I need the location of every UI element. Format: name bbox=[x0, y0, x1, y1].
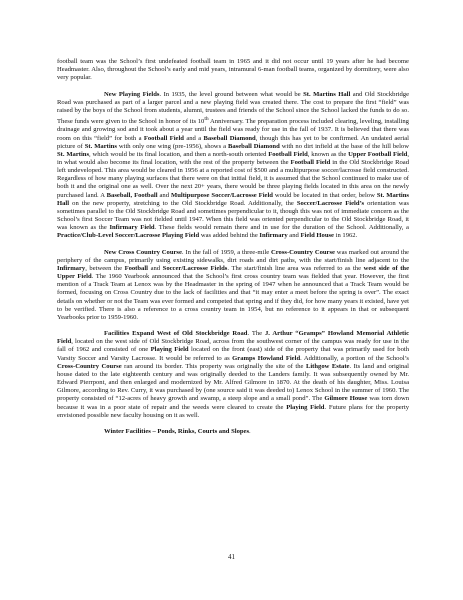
text-run: , known as the bbox=[307, 150, 349, 158]
bold-term: Gilmore House bbox=[324, 395, 368, 403]
text-run: , located on the west side of Old Stockbridge Road, across from the southwest corner of the campus was ready for use in the fall of 1962 and consisted of one bbox=[57, 338, 409, 354]
bold-term: Soccer/Lacrosse Field’s bbox=[296, 199, 365, 207]
text-run: with only one wing (pre-1956), shows a bbox=[116, 142, 228, 150]
text-run: on the new property, stretching to the Old Stockbridge Road. Additionally, the bbox=[69, 199, 297, 207]
bold-term: Lithgow Estate bbox=[305, 362, 350, 370]
section-heading: New Playing Fields bbox=[104, 90, 160, 98]
bold-term: Infirmary Field bbox=[109, 224, 155, 232]
text-run: . These fields would remain there and in use for the duration of the School. Additionally, a bbox=[154, 224, 409, 232]
bold-term: Football Field bbox=[143, 134, 184, 142]
text-run: and bbox=[287, 232, 301, 240]
text-run: . In 1935, the level ground between what would be bbox=[159, 90, 304, 98]
page-number: 41 bbox=[228, 553, 235, 561]
text-run: was marked out around the periphery of the campus, primarily using existing sidewalks, dirt roads and dirt paths, with the start/finish line adjacent to the bbox=[57, 248, 409, 264]
bold-term: J. Arthur “Gramps” Howland Memorial Athletic Field bbox=[57, 330, 410, 346]
text-run: . The start/finish line area was referred to as the bbox=[227, 264, 364, 272]
text-run: , though this has yet to be confirmed. An undated aerial picture of bbox=[57, 134, 409, 150]
bold-term: Cross-Country Course bbox=[57, 362, 122, 370]
bold-term: Football Field bbox=[290, 159, 331, 166]
bold-term: Baseball Diamond bbox=[227, 142, 280, 150]
text-run: , which would be its final location, and then a north-south oriented bbox=[89, 150, 269, 158]
text-run: with no dirt infield at the base of the hill below bbox=[279, 142, 409, 150]
text-run: was added behind the bbox=[199, 232, 260, 240]
text-run: , in what would also become its final location, with the rest of the property between the bbox=[57, 150, 409, 166]
bold-term: Upper Football Field bbox=[348, 150, 408, 158]
text-run: . Its land and original house dated to the late eighteenth century and was originally deeded to the Landers family. It was subsequently owned by Mr. Edward Pierrpont, and then enlarged and modernized by Mr. Alfred Gilmore in 1870. At the death of his daughter, Miss. Louisa Gilmore, according to Rev. Curry, it was purchased by (one source said it was deeded to) Lenox School in the summer of 1960. The property consisted of “12-acres of heavy growth and swamp, a steep slope and a small pond”. The bbox=[57, 362, 409, 403]
text-run: Anniversary. The preparation process included clearing, leveling, installing drainage and growing sod and it took about a year until the field was ready for use in the fall of 1937. It is believed that there was room on this “field” for both a bbox=[57, 118, 409, 142]
text-run: ran around its border. This property was originally the site of the bbox=[121, 362, 306, 370]
bold-term: Baseball Diamond bbox=[203, 134, 256, 142]
text-run: and bbox=[157, 191, 171, 199]
bold-term: Playing Field bbox=[150, 346, 189, 354]
paragraph-new-playing-fields bbox=[57, 91, 409, 241]
bold-term: St. Martins bbox=[84, 142, 117, 150]
text-run: located on the front (east) side of the property that was primarily used for both Varsity Soccer and Varsity Lacrosse. It would be referred to as bbox=[57, 346, 409, 362]
bold-term: Field House bbox=[300, 232, 334, 240]
bold-term: Multipurpose Soccer/Lacrosse Field bbox=[170, 191, 273, 199]
text-run: . Future plans for the property envisioned possible new faculty housing on it as well. bbox=[57, 403, 410, 419]
text-run: and a bbox=[183, 134, 204, 142]
text-run: and bbox=[148, 264, 163, 272]
bold-term: Football Field bbox=[268, 150, 308, 158]
text-run: . The bbox=[247, 330, 265, 338]
bold-term: Gramps Howland Field bbox=[232, 354, 301, 362]
bold-term: St. Martins bbox=[57, 150, 90, 158]
subheading-text: Winter Facilities – Ponds, Rinks, Courts and Slopes bbox=[104, 427, 250, 435]
text-run: in the Old Stockbridge Road left undeveloped. This area would be cleared in 1956 at a reported cost of $500 and a multipurpose soccer/lacrosse field constructed. Regardless of how many playing surfaces that there were on that initial field, it is assumed that the School continued to make use of both it and the original one as well. Over the next 20+ years, there would be three playing fields located in this area on the newly purchased land. A bbox=[57, 159, 409, 199]
text-run: would be located in that order, below bbox=[272, 191, 377, 199]
text-run: , between the bbox=[85, 264, 125, 272]
section-heading: New Cross Country Course bbox=[104, 248, 182, 256]
bold-term: Playing Field bbox=[286, 403, 325, 411]
text-run: . The 1960 Yearbook announced that the School’s first cross country team was fielded that year. However, the first mention of a Track Team at Lenox was by the Headmaster in the spring of 1947 when he announced that a Track Team would be formed, focusing on Cross Country due to the lack of facilities and that “it may enter a meet before the spring is over”. The exact details on whether or not the Team was ever formed and competed that spring and if they did, for how many years it existed, have yet to be verified. There is also a reference to a cross country team in 1954, but no reference to it appears in that or subsequent Yearbooks prior to 1959-1960. bbox=[57, 273, 409, 321]
bold-term: St. Martins Hall bbox=[303, 90, 351, 98]
text-run: in 1962. bbox=[333, 232, 358, 240]
bold-term: Infirmary bbox=[57, 264, 86, 272]
page-body bbox=[57, 58, 409, 436]
bold-term: Practice/Club-Level Soccer/Lacrosse Playing Field bbox=[57, 232, 200, 240]
text-run: and Old Stockbridge Road was purchased as part of a larger parcel and a new playing field was created there. The cost to prepare the first “field” was raised by the boys of the School from students, alumni, trustees and friends of the School since the School lacked the funds to do so. These funds were given to the School in honor of its 10 bbox=[57, 90, 409, 126]
bold-term: Infirmary bbox=[259, 232, 288, 240]
superscript: th bbox=[204, 116, 209, 123]
paragraph-text: football team was the School’s first undefeated football team in 1965 and it did not occur until 19 years after he had become Headmaster. Also, throughout the School’s early and mid years, intramural 6-man football teams, organized by dormitory, were also very popular. bbox=[57, 58, 409, 82]
bold-term: Cross-Country Course bbox=[270, 248, 335, 256]
bold-term: Baseball, Football bbox=[106, 191, 158, 199]
paragraph-cross-country-course bbox=[57, 249, 409, 322]
text-run: . In the fall of 1959, a three-mile bbox=[181, 248, 271, 256]
text-run: . Additionally, a portion of the School’s bbox=[300, 354, 409, 362]
text-run: . bbox=[249, 427, 251, 435]
text-run: was torn down because it was in a poor state of repair and the weeds were cleared to create the bbox=[57, 395, 410, 411]
subheading-winter-facilities bbox=[57, 428, 409, 436]
paragraph-facilities-expand-west bbox=[57, 330, 409, 420]
section-heading: Facilities Expand West of Old Stockbridge Road bbox=[104, 330, 248, 338]
bold-term: Soccer/Lacrosse Fields bbox=[162, 264, 228, 272]
text-run: orientation was sometimes parallel to the Old Stockbridge Road and sometimes perpendicular to it, though this was not of immediate concern as the School’s first Soccer Team was not fielded until 1947. When this field was oriented perpendicular to the Old Stockbridge Road, it was known as the bbox=[57, 199, 409, 232]
bold-term: west side of the Upper Field bbox=[57, 264, 409, 281]
paragraph-football-intro bbox=[57, 58, 409, 82]
bold-term: Football bbox=[124, 264, 149, 272]
bold-term: St. Martins Hall bbox=[57, 191, 409, 207]
